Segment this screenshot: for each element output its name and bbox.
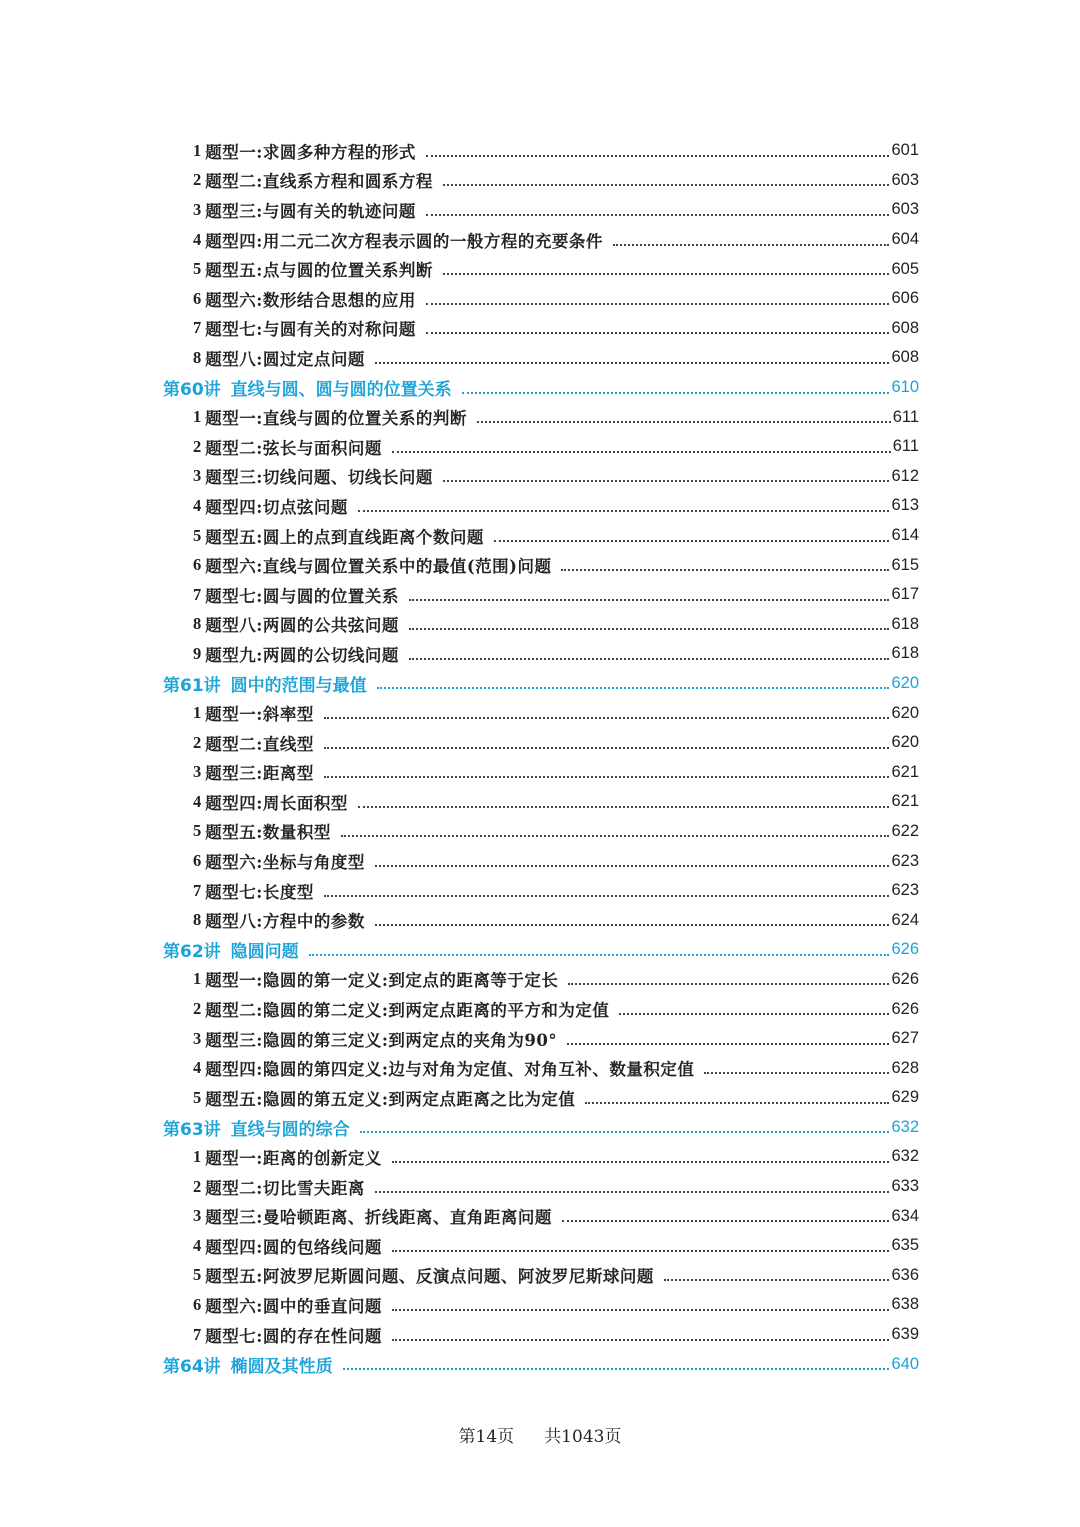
- toc-entry[interactable]: [163, 314, 919, 344]
- page-ref: 623: [891, 881, 919, 900]
- dot-leader: [562, 1220, 890, 1222]
- entry-number: 3: [193, 1028, 202, 1048]
- page-ref: 611: [892, 407, 919, 426]
- toc-entry[interactable]: [163, 817, 919, 847]
- entry-title: 题型五:圆上的点到直线距离个数问题: [205, 527, 484, 547]
- entry-title: 题型八:方程中的参数: [205, 912, 365, 932]
- page-ref: 640: [891, 1354, 919, 1373]
- entry-title: 题型二:切比雪夫距离: [205, 1178, 365, 1198]
- entry-title: 题型八:两圆的公共弦问题: [205, 616, 399, 636]
- page-ref: 604: [891, 230, 919, 249]
- entry-title: 题型九:两圆的公切线问题: [205, 645, 399, 665]
- page-ref: 639: [891, 1325, 919, 1344]
- dot-leader: [324, 776, 890, 778]
- dot-leader: [377, 687, 890, 689]
- entry-number: 2: [193, 170, 202, 190]
- chapter-title: 圆中的范围与最值: [230, 675, 367, 696]
- entry-title: 题型四:隐圆的第四定义:边与对角为定值、对角互补、数量积定值: [205, 1060, 695, 1080]
- entry-number: 1: [193, 407, 202, 427]
- entry-title: 题型一:隐圆的第一定义:到定点的距离等于定长: [205, 971, 559, 991]
- dot-leader: [704, 1072, 889, 1074]
- entry-number: 3: [193, 1206, 202, 1226]
- page-ref: 620: [891, 733, 919, 752]
- dot-leader: [409, 599, 890, 601]
- page-ref: 626: [891, 969, 919, 988]
- chapter-title: 直线与圆的综合: [230, 1119, 350, 1140]
- entry-number: 5: [193, 525, 202, 545]
- entry-number: 1: [193, 969, 202, 989]
- page-ref: 601: [891, 141, 919, 160]
- toc-entry[interactable]: [163, 965, 919, 995]
- table-of-contents: [163, 136, 919, 1379]
- dot-leader: [409, 628, 890, 630]
- chapter-title: 直线与圆、圆与圆的位置关系: [230, 380, 452, 401]
- entry-number: 3: [193, 199, 202, 219]
- entry-title: 题型七:与圆有关的对称问题: [205, 320, 416, 340]
- dot-leader: [375, 924, 890, 926]
- page-ref: 613: [891, 496, 919, 515]
- dot-leader: [443, 273, 890, 275]
- page-ref: 635: [891, 1236, 919, 1255]
- entry-title: 题型二:隐圆的第二定义:到两定点距离的平方和为定值: [205, 1001, 610, 1021]
- page-ref: 614: [891, 526, 919, 545]
- entry-number: 5: [193, 259, 202, 279]
- toc-entry[interactable]: [163, 905, 919, 935]
- page-ref: 629: [891, 1088, 919, 1107]
- toc-entry[interactable]: [163, 728, 919, 758]
- dot-leader: [568, 983, 889, 985]
- toc-entry[interactable]: [163, 1201, 919, 1231]
- dot-leader: [309, 954, 890, 956]
- toc-entry[interactable]: [163, 610, 919, 640]
- entry-number: 2: [193, 732, 202, 752]
- page-ref: 633: [891, 1177, 919, 1196]
- chapter-number: 第62讲: [163, 942, 221, 963]
- dot-leader: [409, 658, 890, 660]
- entry-number: 6: [193, 555, 202, 575]
- dot-leader: [392, 1161, 890, 1163]
- page-ref: 632: [891, 1117, 919, 1136]
- entry-number: 5: [193, 821, 202, 841]
- dot-leader: [392, 1339, 890, 1341]
- entry-title: 题型七:圆与圆的位置关系: [205, 586, 399, 606]
- entry-title: 题型五:阿波罗尼斯圆问题、反演点问题、阿波罗尼斯球问题: [205, 1267, 654, 1287]
- entry-number: 9: [193, 643, 202, 663]
- entry-title: 题型一:斜率型: [205, 705, 314, 725]
- entry-number: 8: [193, 347, 202, 367]
- page-ref: 628: [891, 1058, 919, 1077]
- page-ref: 620: [891, 673, 919, 692]
- entry-title: 题型八:圆过定点问题: [205, 349, 365, 369]
- page-ref: 621: [891, 792, 919, 811]
- entry-number: 7: [193, 1324, 202, 1344]
- total-pages: 共1043页: [544, 1427, 622, 1447]
- page-ref: 618: [891, 644, 919, 663]
- page-ref: 636: [891, 1265, 919, 1284]
- page-ref: 603: [891, 200, 919, 219]
- entry-number: 1: [193, 140, 202, 160]
- page-ref: 610: [891, 378, 919, 397]
- page-ref: 632: [891, 1147, 919, 1166]
- entry-title: 题型二:弦长与面积问题: [205, 438, 382, 458]
- entry-number: 8: [193, 614, 202, 634]
- entry-title: 题型二:直线型: [205, 734, 314, 754]
- dot-leader: [619, 1013, 889, 1015]
- entry-number: 2: [193, 1176, 202, 1196]
- toc-entry[interactable]: [163, 136, 919, 166]
- entry-title: 题型六:圆中的垂直问题: [205, 1296, 382, 1316]
- toc-entry[interactable]: [163, 787, 919, 817]
- toc-entry[interactable]: [163, 846, 919, 876]
- entry-number: 4: [193, 791, 202, 811]
- toc-entry[interactable]: [163, 254, 919, 284]
- entry-title: 题型三:与圆有关的轨迹问题: [205, 201, 416, 221]
- dot-leader: [426, 303, 890, 305]
- entry-title: 题型三:距离型: [205, 764, 314, 784]
- page-ref: 624: [891, 910, 919, 929]
- page-ref: 626: [891, 940, 919, 959]
- toc-entry[interactable]: [163, 225, 919, 255]
- toc-entry[interactable]: [163, 757, 919, 787]
- page-ref: 620: [891, 703, 919, 722]
- entry-number: 2: [193, 999, 202, 1019]
- page-ref: 612: [891, 466, 919, 485]
- entry-title: 题型二:直线系方程和圆系方程: [205, 172, 433, 192]
- toc-entry[interactable]: [163, 402, 919, 432]
- dot-leader: [375, 865, 890, 867]
- entry-title: 题型四:周长面积型: [205, 793, 348, 813]
- dot-leader: [443, 184, 890, 186]
- dot-leader: [477, 421, 891, 423]
- toc-entry[interactable]: [163, 432, 919, 462]
- entry-number: 5: [193, 1265, 202, 1285]
- dot-leader: [392, 1250, 890, 1252]
- chapter-title: 隐圆问题: [230, 942, 299, 963]
- dot-leader: [358, 806, 890, 808]
- page-ref: 622: [891, 821, 919, 840]
- dot-leader: [426, 155, 890, 157]
- toc-entry[interactable]: [163, 639, 919, 669]
- toc-entry[interactable]: [163, 166, 919, 196]
- toc-entry[interactable]: [163, 521, 919, 551]
- chapter-number: 第61讲: [163, 675, 221, 696]
- entry-title: 题型六:直线与圆位置关系中的最值(范围)问题: [205, 557, 552, 577]
- page-ref: 615: [891, 555, 919, 574]
- entry-title: 题型四:圆的包络线问题: [205, 1237, 382, 1257]
- dot-leader: [392, 1309, 890, 1311]
- dot-leader: [462, 392, 890, 394]
- entry-title: 题型三:曼哈顿距离、折线距离、直角距离问题: [205, 1208, 552, 1228]
- entry-title: 题型四:切点弦问题: [205, 497, 348, 517]
- entry-title: 题型一:距离的创新定义: [205, 1148, 382, 1168]
- dot-leader: [375, 362, 890, 364]
- toc-entry[interactable]: [163, 1083, 919, 1113]
- toc-entry[interactable]: [163, 1172, 919, 1202]
- entry-number: 4: [193, 1058, 202, 1078]
- entry-title: 题型七:圆的存在性问题: [205, 1326, 382, 1346]
- entry-title: 题型三:隐圆的第三定义:到两定点的夹角为90°: [205, 1030, 558, 1050]
- page-ref: 626: [891, 999, 919, 1018]
- page-ref: 618: [891, 614, 919, 633]
- chapter-title: 椭圆及其性质: [230, 1356, 333, 1377]
- toc-chapter-heading[interactable]: [163, 1349, 919, 1379]
- page-ref: 617: [891, 585, 919, 604]
- entry-number: 6: [193, 1294, 202, 1314]
- dot-leader: [567, 1043, 889, 1045]
- entry-number: 4: [193, 495, 202, 515]
- entry-number: 4: [193, 1235, 202, 1255]
- toc-entry[interactable]: [163, 550, 919, 580]
- dot-leader: [664, 1279, 890, 1281]
- entry-title: 题型四:用二元二次方程表示圆的一般方程的充要条件: [205, 231, 603, 251]
- page-ref: 627: [891, 1029, 919, 1048]
- entry-number: 6: [193, 288, 202, 308]
- page-ref: 621: [891, 762, 919, 781]
- toc-entry[interactable]: [163, 491, 919, 521]
- entry-title: 题型五:点与圆的位置关系判断: [205, 261, 433, 281]
- entry-title: 题型五:隐圆的第五定义:到两定点距离之比为定值: [205, 1089, 576, 1109]
- entry-title: 题型五:数量积型: [205, 823, 331, 843]
- page-ref: 623: [891, 851, 919, 870]
- page-ref: 606: [891, 289, 919, 308]
- entry-number: 3: [193, 466, 202, 486]
- entry-title: 题型六:数形结合思想的应用: [205, 290, 416, 310]
- toc-entry[interactable]: [163, 1024, 919, 1054]
- page-ref: 638: [891, 1295, 919, 1314]
- toc-chapter-heading[interactable]: [163, 1113, 919, 1143]
- dot-leader: [613, 244, 890, 246]
- toc-entry[interactable]: [163, 698, 919, 728]
- dot-leader: [343, 1368, 890, 1370]
- page-number: 第14页: [458, 1427, 515, 1447]
- entry-number: 7: [193, 584, 202, 604]
- entry-title: 题型一:求圆多种方程的形式: [205, 142, 416, 162]
- toc-entry[interactable]: [163, 1290, 919, 1320]
- toc-entry[interactable]: [163, 1142, 919, 1172]
- toc-entry[interactable]: [163, 343, 919, 373]
- toc-chapter-heading[interactable]: [163, 935, 919, 965]
- dot-leader: [585, 1102, 889, 1104]
- dot-leader: [341, 835, 890, 837]
- toc-entry[interactable]: [163, 284, 919, 314]
- dot-leader: [324, 747, 890, 749]
- entry-title: 题型三:切线问题、切线长问题: [205, 468, 433, 488]
- dot-leader: [494, 540, 890, 542]
- toc-chapter-heading[interactable]: [163, 669, 919, 699]
- page-ref: 603: [891, 170, 919, 189]
- entry-title: 题型七:长度型: [205, 882, 314, 902]
- page-ref: 634: [891, 1206, 919, 1225]
- chapter-number: 第60讲: [163, 380, 221, 401]
- entry-number: 7: [193, 318, 202, 338]
- entry-number: 1: [193, 1146, 202, 1166]
- entry-number: 1: [193, 703, 202, 723]
- page-footer: [0, 1422, 1080, 1447]
- entry-title: 题型一:直线与圆的位置关系的判断: [205, 409, 467, 429]
- dot-leader: [375, 1191, 890, 1193]
- toc-entry[interactable]: [163, 462, 919, 492]
- dot-leader: [358, 510, 890, 512]
- dot-leader: [392, 451, 891, 453]
- entry-number: 7: [193, 880, 202, 900]
- toc-entry[interactable]: [163, 580, 919, 610]
- toc-entry[interactable]: [163, 994, 919, 1024]
- toc-entry[interactable]: [163, 1320, 919, 1350]
- toc-entry[interactable]: [163, 195, 919, 225]
- entry-title: 题型六:坐标与角度型: [205, 853, 365, 873]
- page-ref: 605: [891, 259, 919, 278]
- toc-chapter-heading[interactable]: [163, 373, 919, 403]
- dot-leader: [426, 332, 890, 334]
- dot-leader: [561, 569, 889, 571]
- chapter-number: 第64讲: [163, 1356, 221, 1377]
- entry-number: 5: [193, 1087, 202, 1107]
- page-ref: 608: [891, 348, 919, 367]
- toc-entry[interactable]: [163, 1231, 919, 1261]
- entry-number: 4: [193, 229, 202, 249]
- toc-entry[interactable]: [163, 1261, 919, 1291]
- chapter-number: 第63讲: [163, 1119, 221, 1140]
- dot-leader: [360, 1131, 890, 1133]
- page-ref: 611: [892, 437, 919, 456]
- entry-number: 2: [193, 436, 202, 456]
- dot-leader: [324, 895, 890, 897]
- dot-leader: [443, 480, 890, 482]
- entry-number: 6: [193, 851, 202, 871]
- toc-entry[interactable]: [163, 876, 919, 906]
- dot-leader: [324, 717, 890, 719]
- page-ref: 608: [891, 318, 919, 337]
- dot-leader: [426, 214, 890, 216]
- entry-number: 8: [193, 910, 202, 930]
- toc-entry[interactable]: [163, 1053, 919, 1083]
- entry-number: 3: [193, 762, 202, 782]
